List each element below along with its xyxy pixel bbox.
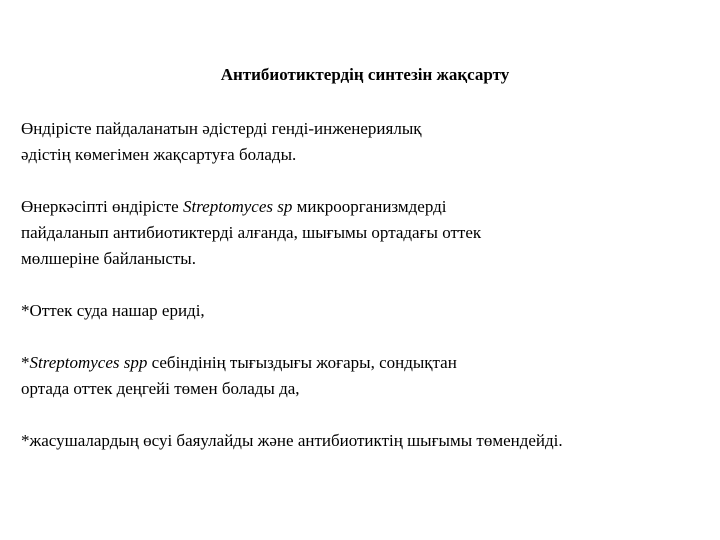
- paragraph-line: пайдаланып антибиотиктерді алғанда, шығымы ортадағы оттек: [21, 223, 482, 242]
- bullet-cell-growth: [21, 428, 701, 454]
- paragraph-line: *Оттек суда нашар ериді,: [21, 301, 205, 320]
- paragraph-line: әдістің көмегімен жақсартуға болады.: [21, 145, 297, 164]
- slide-title: Антибиотиктердің синтезін жақсарту: [220, 65, 510, 84]
- paragraph-line: [21, 194, 701, 220]
- paragraph-oxygen-dependence: [21, 194, 701, 272]
- paragraph-genetic-engineering: [21, 116, 701, 168]
- species-name-italic: Streptomyces spp: [29, 353, 148, 372]
- paragraph-line: [21, 350, 701, 376]
- paragraph-line: ортада оттек деңгейі төмен болады да,: [21, 379, 300, 398]
- text-segment: *: [21, 353, 30, 372]
- text-segment: себіндінің тығыздығы жоғары, сондықтан: [147, 353, 457, 372]
- text-segment: микроорганизмдерді: [292, 197, 447, 216]
- paragraph-line: мөлшеріне байланысты.: [21, 249, 196, 268]
- text-segment: Өнеркәсіпті өндірісте: [21, 197, 183, 216]
- paragraph-line: *жасушалардың өсуі баяулайды және антибиотиктің шығымы төмендейді.: [21, 431, 563, 450]
- bullet-oxygen-solubility: [21, 298, 701, 324]
- bullet-culture-density: [21, 350, 701, 402]
- species-name-italic: Streptomyces sp: [182, 197, 293, 216]
- paragraph-line: Өндірісте пайдаланатын әдістерді генді-инженериялық: [21, 119, 422, 138]
